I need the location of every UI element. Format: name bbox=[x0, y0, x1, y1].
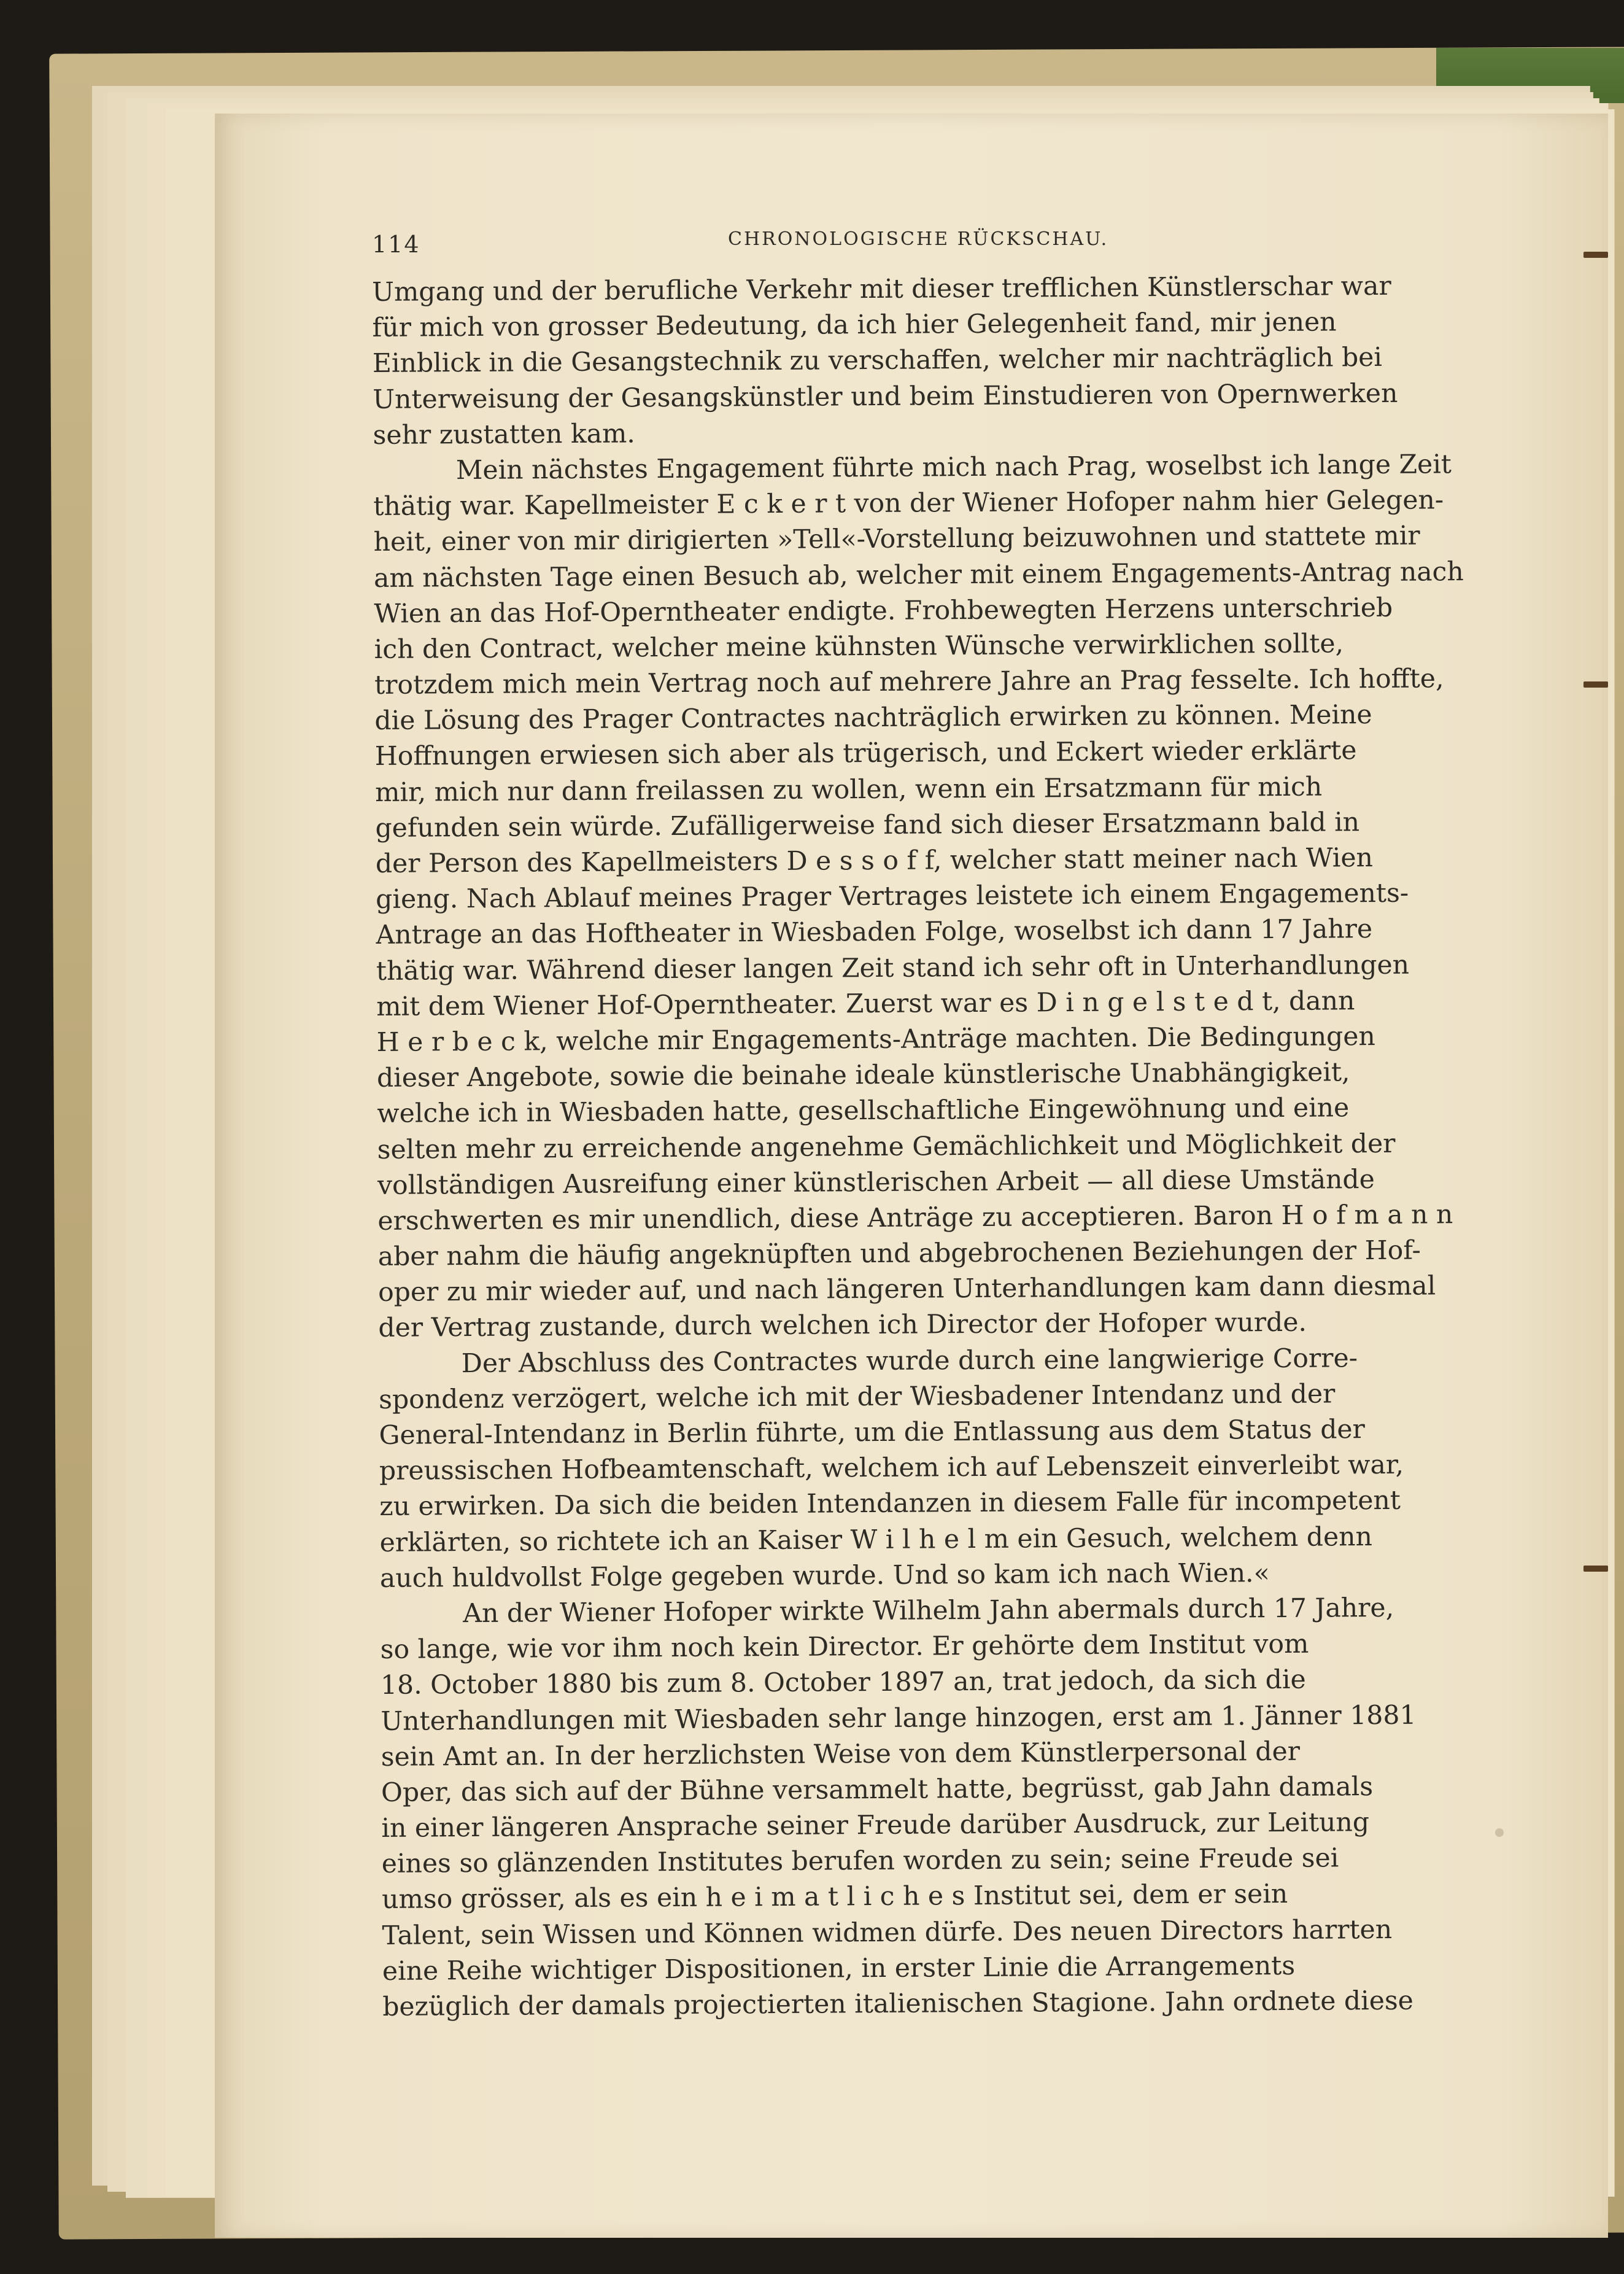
text-line: welche ich in Wiesbaden hatte, gesellschaftliche Eingewöhnung und eine bbox=[377, 1093, 1350, 1130]
text-line: heit, einer von mir dirigierten »Tell«-Vorstellung beizuwohnen und stattete mir bbox=[373, 521, 1420, 558]
running-head: CHRONOLOGISCHE RÜCKSCHAU. bbox=[728, 228, 1109, 250]
text-line: An der Wiener Hofoper wirkte Wilhelm Jahn abermals durch 17 Jahre, bbox=[463, 1593, 1394, 1629]
text-line: oper zu mir wieder auf, und nach längeren Unterhandlungen kam dann diesmal bbox=[377, 1271, 1436, 1308]
text-line: mir, mich nur dann freilassen zu wollen, wenn ein Ersatzmann für mich bbox=[375, 772, 1323, 808]
text-line: Unterweisung der Gesangskünstler und beim Einstudieren von Opernwerken bbox=[373, 378, 1398, 415]
text-line: sein Amt an. In der herzlichsten Weise von dem Künstlerpersonal der bbox=[381, 1736, 1301, 1772]
text-line: zu erwirken. Da sich die beiden Intendanzen in diesem Falle für incompetent bbox=[379, 1486, 1401, 1523]
text-line: Umgang und der berufliche Verkehr mit dieser trefflichen Künstlerschar war bbox=[372, 271, 1391, 308]
page-header bbox=[372, 228, 1464, 265]
page-tab-marker bbox=[1583, 252, 1608, 258]
text-line: vollständigen Ausreifung einer künstlerischen Arbeit — all diese Umstände bbox=[377, 1164, 1375, 1201]
text-line: Talent, sein Wissen und Können widmen dürfe. Des neuen Directors harrten bbox=[382, 1914, 1393, 1951]
text-line: spondenz verzögert, welche ich mit der Wiesbadener Intendanz und der bbox=[379, 1379, 1336, 1415]
text-line: der Person des Kapellmeisters D e s s o f f, welcher statt meiner nach Wien bbox=[375, 843, 1374, 879]
text-line: am nächsten Tage einen Besuch ab, welcher mit einem Engagements-Antrag nach bbox=[373, 556, 1464, 594]
text-line: trotzdem mich mein Vertrag noch auf mehrere Jahre an Prag fesselte. Ich hoffte, bbox=[374, 664, 1444, 701]
text-line: General-Intendanz in Berlin führte, um die Entlassung aus dem Status der bbox=[379, 1414, 1366, 1451]
text-line: 18. October 1880 bis zum 8. October 1897 an, trat jedoch, da sich die bbox=[380, 1665, 1306, 1701]
text-line: die Lösung des Prager Contractes nachträglich erwirken zu können. Meine bbox=[374, 700, 1372, 737]
text-line: so lange, wie vor ihm noch kein Director. Er gehörte dem Institut vom bbox=[380, 1629, 1309, 1666]
text-line: aber nahm die häufig angeknüpften und abgebrochenen Beziehungen der Hof- bbox=[377, 1235, 1421, 1273]
text-line: gefunden sein würde. Zufälligerweise fand sich dieser Ersatzmann bald in bbox=[375, 807, 1360, 844]
page-number: 114 bbox=[372, 231, 420, 258]
text-line: Oper, das sich auf der Bühne versammelt hatte, begrüsst, gab Jahn damals bbox=[381, 1771, 1374, 1808]
text-line: mit dem Wiener Hof-Operntheater. Zuerst war es D i n g e l s t e d t, dann bbox=[376, 985, 1355, 1022]
text-line: dieser Angebote, sowie die beinahe ideale künstlerische Unabhängigkeit, bbox=[376, 1057, 1350, 1094]
text-line: selten mehr zu erreichende angenehme Gemächlichkeit und Möglichkeit der bbox=[377, 1128, 1396, 1165]
text-line: Mein nächstes Engagement führte mich nach Prag, woselbst ich lange Zeit bbox=[455, 449, 1452, 486]
text-line: Der Abschluss des Contractes wurde durch eine langwierige Corre- bbox=[461, 1343, 1358, 1379]
text-line: Einblick in die Gesangstechnik zu verschaffen, welcher mir nachträglich bei bbox=[372, 343, 1383, 379]
text-line: Antrage an das Hoftheater in Wiesbaden Folge, woselbst ich dann 17 Jahre bbox=[376, 914, 1373, 951]
text-line: umso grösser, als es ein h e i m a t l i c h e s Institut sei, dem er sein bbox=[382, 1879, 1288, 1915]
text-line: der Vertrag zustande, durch welchen ich Director der Hofoper wurde. bbox=[378, 1308, 1307, 1344]
text-line: thätig war. Während dieser langen Zeit stand ich sehr oft in Unterhandlungen bbox=[376, 950, 1410, 987]
text-line: erklärten, so richtete ich an Kaiser W i l h e l m ein Gesuch, welchem denn bbox=[379, 1521, 1373, 1558]
text-line: sehr zustatten kam. bbox=[373, 419, 635, 451]
text-line: Wien an das Hof-Operntheater endigte. Frohbewegten Herzens unterschrieb bbox=[374, 592, 1393, 629]
text-line: bezüglich der damals projectierten italienischen Stagione. Jahn ordnete diese bbox=[382, 1985, 1414, 2022]
text-line: preussischen Hofbeamtenschaft, welchem ich auf Lebenszeit einverleibt war, bbox=[379, 1449, 1404, 1487]
paper-spot bbox=[1495, 1828, 1504, 1837]
text-line: eine Reihe wichtiger Dispositionen, in erster Linie die Arrangements bbox=[382, 1950, 1296, 1987]
text-line: auch huldvollst Folge gegeben wurde. Und so kam ich nach Wien.« bbox=[379, 1558, 1270, 1594]
body-text bbox=[372, 268, 1475, 2025]
text-line: Hoffnungen erwiesen sich aber als trügerisch, und Eckert wieder erklärte bbox=[374, 735, 1357, 772]
text-line: in einer längeren Ansprache seiner Freude darüber Ausdruck, zur Leitung bbox=[381, 1807, 1370, 1844]
text-line: H e r b e c k, welche mir Engagements-Anträge machten. Die Bedingungen bbox=[376, 1021, 1375, 1058]
text-line: erschwerten es mir unendlich, diese Anträge zu acceptieren. Baron H o f m a n n bbox=[377, 1200, 1453, 1236]
text-line: thätig war. Kapellmeister E c k e r t von der Wiener Hofoper nahm hier Gelegen- bbox=[373, 485, 1444, 522]
text-line: ich den Contract, welcher meine kühnsten Wünsche verwirklichen sollte, bbox=[374, 629, 1344, 665]
text-line: für mich von grosser Bedeutung, da ich hier Gelegenheit fand, mir jenen bbox=[372, 307, 1337, 344]
text-line: eines so glänzenden Institutes berufen worden zu sein; seine Freude sei bbox=[381, 1843, 1339, 1880]
text-line: Unterhandlungen mit Wiesbaden sehr lange hinzogen, erst am 1. Jänner 1881 bbox=[381, 1700, 1417, 1737]
text-line: gieng. Nach Ablauf meines Prager Vertrages leistete ich einem Engagements- bbox=[376, 878, 1409, 915]
page-tab-marker bbox=[1583, 681, 1608, 688]
page-tab-marker bbox=[1583, 1566, 1608, 1572]
